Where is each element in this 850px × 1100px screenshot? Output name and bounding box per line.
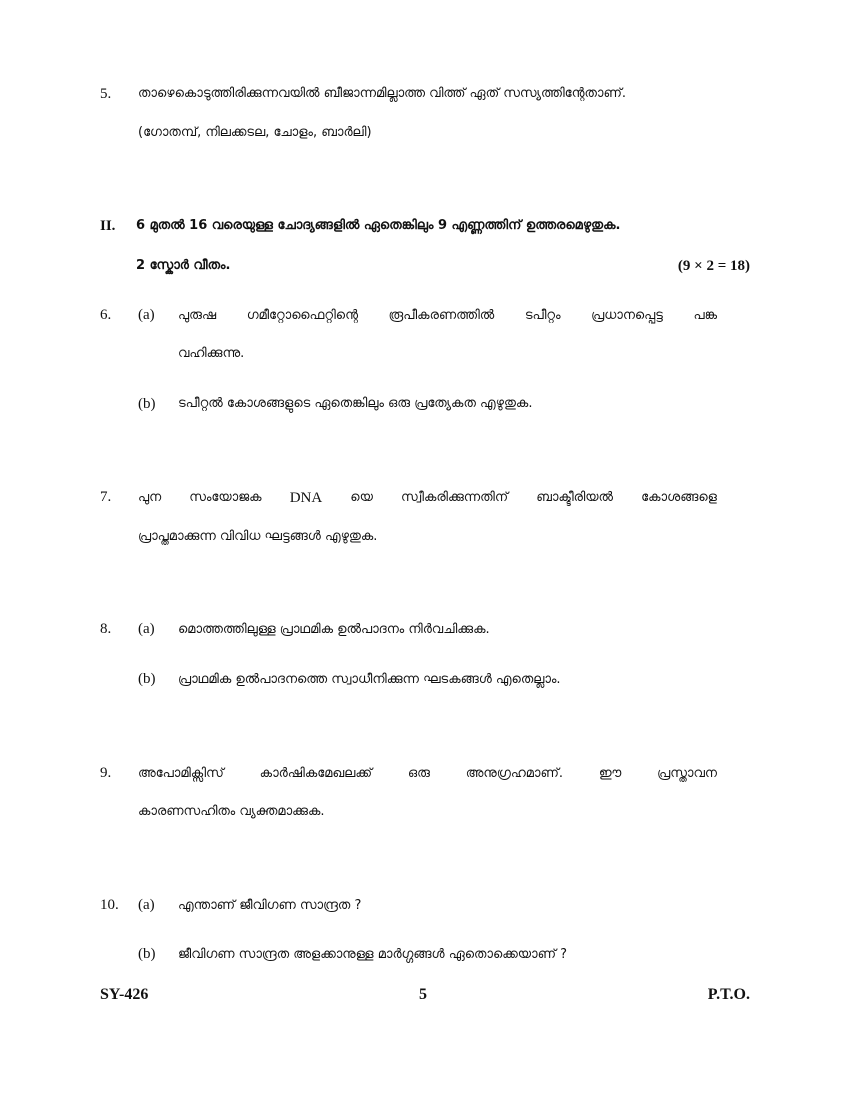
q6-a-label: (a) — [138, 307, 155, 323]
q9-word: അപോമിക്സിസ് — [138, 766, 224, 781]
q5-text-line1: താഴെകൊടുത്തിരിക്കുന്നവയിൽ ബീജാന്നമില്ലാത്ത വിത്ത് ഏത് സസ്യത്തിന്റേതാണ്. — [138, 86, 627, 101]
section-instruction: 6 മുതൽ 16 വരെയുള്ള ചോദ്യങ്ങളിൽ ഏതെങ്കിലും 9 എണ്ണത്തിന് ഉത്തരമെഴുതുക. — [136, 218, 621, 233]
q7-word: ബാക്ടീരിയൽ — [536, 490, 614, 505]
q6-a-word: ടപീറ്റം — [524, 308, 561, 323]
q6-a-line2: വഹിക്കുന്നു. — [178, 346, 245, 361]
q9-word: കാർഷികമേഖലക്ക് — [259, 766, 373, 781]
q6-number: 6. — [100, 307, 112, 323]
footer-pto: P.T.O. — [707, 986, 750, 1003]
q8-a-text: മൊത്തത്തിലുള്ള പ്രാഥമിക ഉൽപാദനം നിർവചിക്കുക. — [178, 622, 490, 637]
q9-line2: കാരണസഹിതം വ്യക്തമാക്കുക. — [138, 804, 325, 819]
section-marks: (9 × 2 = 18) — [677, 258, 750, 274]
q6-a-word: പങ്ക — [693, 308, 717, 323]
q7-word: സ്വീകരിക്കുന്നതിന് — [400, 490, 509, 505]
q9-word: അനുഗ്രഹമാണ്. — [465, 766, 564, 781]
q6-b-text: ടപീറ്റൽ കോശങ്ങളുടെ ഏതെങ്കിലും ഒരു പ്രത്യേകത എഴുതുക. — [178, 396, 533, 411]
q7-word: യെ — [350, 490, 373, 505]
q5-text-line2: (ഗോതമ്പ്, നിലക്കടല, ചോളം, ബാർലി) — [138, 125, 372, 140]
q8-a-label: (a) — [138, 621, 155, 637]
q7-word: പുന — [138, 490, 162, 505]
q6-a-line1 — [178, 308, 717, 323]
q6-a-word: പുരുഷ — [178, 308, 217, 323]
q7-word: DNA — [289, 490, 323, 506]
q7-word: കോശങ്ങളെ — [641, 490, 717, 505]
q6-b-label: (b) — [138, 396, 156, 412]
q9-number: 9. — [100, 765, 112, 781]
section-score: 2 സ്കോർ വീതം. — [136, 258, 231, 273]
q8-b-text: പ്രാഥമിക ഉൽപാദനത്തെ സ്വാധീനിക്കുന്ന ഘടകങ്ങൾ എതെല്ലാം. — [178, 672, 561, 687]
section-numeral: II. — [100, 218, 116, 234]
q7-line2: പ്രാപ്തമാക്കുന്ന വിവിധ ഘട്ടങ്ങൾ എഴുതുക. — [138, 529, 378, 544]
q6-a-word: രൂപീകരണത്തിൽ — [388, 308, 495, 323]
q6-a-word: പ്രധാനപ്പെട്ട — [591, 308, 663, 323]
page-number: 5 — [419, 986, 427, 1003]
q7-line1 — [138, 490, 717, 507]
q5-number: 5. — [100, 86, 112, 102]
q10-b-text: ജീവിഗണ സാന്ദ്രത അളക്കാനുള്ള മാർഗ്ഗങ്ങൾ ഏതൊക്കെയാണ് ? — [178, 947, 568, 962]
q8-number: 8. — [100, 621, 112, 637]
q10-b-label: (b) — [138, 946, 156, 962]
q6-a-word: ഗമീറ്റോഫൈറ്റിന്റെ — [246, 308, 358, 323]
q10-a-label: (a) — [138, 897, 155, 913]
q9-word: പ്രസ്താവന — [657, 766, 717, 781]
q9-word: ഒരു — [407, 766, 430, 781]
q10-a-text: എന്താണ് ജീവിഗണ സാന്ദ്രത ? — [178, 898, 362, 913]
q9-word: ഈ — [598, 766, 622, 781]
q10-number: 10. — [100, 897, 119, 913]
q7-word: സംയോജക — [189, 490, 262, 505]
q8-b-label: (b) — [138, 671, 156, 687]
q9-line1 — [138, 766, 717, 781]
q7-number: 7. — [100, 489, 112, 505]
footer-code: SY-426 — [100, 986, 149, 1003]
